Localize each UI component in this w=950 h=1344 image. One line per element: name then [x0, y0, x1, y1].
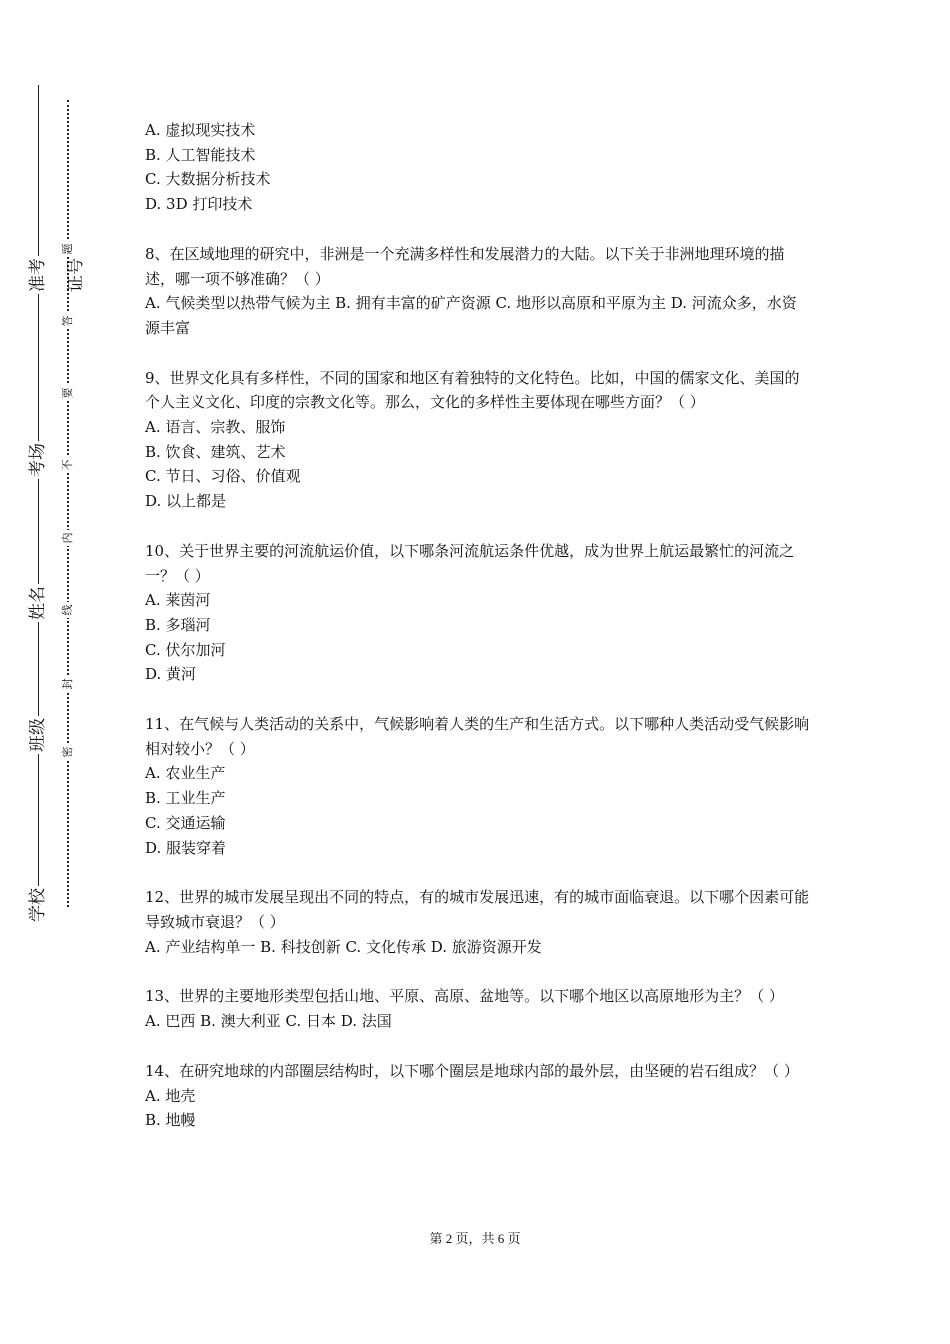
option-list — [145, 415, 810, 514]
option-a: A. 农业生产 — [145, 764, 226, 783]
question-stem: 14、在研究地球的内部圈层结构时，以下哪个圈层是地球内部的最外层，由坚硬的岩石组成？（ ） — [145, 1061, 799, 1080]
question-12 — [145, 885, 810, 959]
seal-char-6: 线 — [60, 602, 76, 618]
exam-room-label: 考场 — [19, 441, 59, 479]
question-9 — [145, 366, 810, 514]
seal-char-8: 密 — [60, 744, 76, 760]
inline-options: A. 巴西 B. 澳大利亚 C. 日本 D. 法国 — [145, 1012, 392, 1031]
option-list — [145, 118, 810, 217]
option-c: C. 伏尔加河 — [145, 640, 226, 659]
question-stem: 9、世界文化具有多样性，不同的国家和地区有着独特的文化特色。比如，中国的儒家文化、美国的个人主义文化、印度的宗教文化等。那么，文化的多样性主要体现在哪些方面？（ ） — [145, 368, 800, 412]
question-11 — [145, 712, 810, 860]
option-list — [145, 588, 810, 687]
inline-options: A. 产业结构单一 B. 科技创新 C. 文化传承 D. 旅游资源开发 — [145, 937, 542, 956]
question-stem: 12、世界的城市发展呈现出不同的特点，有的城市发展迅速，有的城市面临衰退。以下哪个因素可能导致城市衰退？（ ） — [145, 888, 810, 931]
seal-char-2: 答 — [60, 313, 76, 329]
option-a: A. 地壳 — [145, 1086, 196, 1105]
question-10 — [145, 539, 810, 687]
option-a: A. 虚拟现实技术 — [145, 121, 256, 139]
option-b: B. 饮食、建筑、艺术 — [145, 442, 286, 461]
option-d: D. 以上都是 — [145, 492, 227, 511]
question-content — [145, 118, 810, 1158]
question-8 — [145, 242, 810, 341]
option-a: A. 语言、宗教、服饰 — [145, 418, 286, 437]
question-stem: 10、关于世界主要的河流航运价值，以下哪条河流航运条件优越，成为世界上航运最繁忙的河流之一？（ ） — [145, 541, 795, 585]
option-c: C. 交通运输 — [145, 813, 226, 832]
seal-char-7: 封 — [60, 676, 76, 692]
option-b: B. 地幔 — [145, 1111, 196, 1130]
question-stem: 13、世界的主要地形类型包括山地、平原、高原、盆地等。以下哪个地区以高原地形为主？（ ） — [145, 987, 784, 1006]
option-c: C. 大数据分析技术 — [145, 170, 271, 189]
binding-solid-line — [38, 85, 39, 907]
inline-options: A. 气候类型以热带气候为主 B. 拥有丰富的矿产资源 C. 地形以高原和平原为主 D. 河流众多，水资源丰富 — [145, 294, 797, 337]
school-label: 学校 — [19, 886, 59, 924]
question-stem: 11、在气候与人类活动的关系中，气候影响着人类的生产和生活方式。以下哪种人类活动受气候影响相对较小？（ ） — [145, 715, 810, 758]
option-d: D. 服装穿着 — [145, 838, 227, 857]
question-14 — [145, 1059, 810, 1133]
question-stem: 8、在区域地理的研究中，非洲是一个充满多样性和发展潜力的大陆。以下关于非洲地理环境的描述，哪一项不够准确？（ ） — [145, 244, 785, 288]
seal-char-3: 要 — [60, 385, 76, 401]
option-c: C. 节日、习俗、价值观 — [145, 467, 301, 486]
seal-char-4: 不 — [60, 457, 76, 473]
option-list — [145, 1084, 810, 1133]
name-label: 姓名 — [19, 584, 59, 622]
seal-dotted-line — [67, 100, 69, 907]
option-d: D. 黄河 — [145, 665, 197, 684]
page-footer: 第 2 页，共 6 页 — [429, 1231, 521, 1246]
class-label: 班级 — [19, 716, 59, 754]
question-7-continued — [145, 118, 810, 217]
option-list — [145, 761, 810, 860]
option-b: B. 多瑙河 — [145, 615, 211, 634]
binding-margin — [0, 0, 90, 1344]
option-b: B. 人工智能技术 — [145, 145, 256, 164]
seal-char-1: 题 — [60, 241, 76, 257]
option-a: A. 莱茵河 — [145, 591, 211, 610]
question-13 — [145, 984, 810, 1033]
option-b: B. 工业生产 — [145, 789, 226, 808]
seal-char-5: 内 — [60, 530, 76, 546]
exam-number-label: 准考证号 — [19, 256, 59, 294]
option-d: D. 3D 打印技术 — [145, 195, 253, 214]
